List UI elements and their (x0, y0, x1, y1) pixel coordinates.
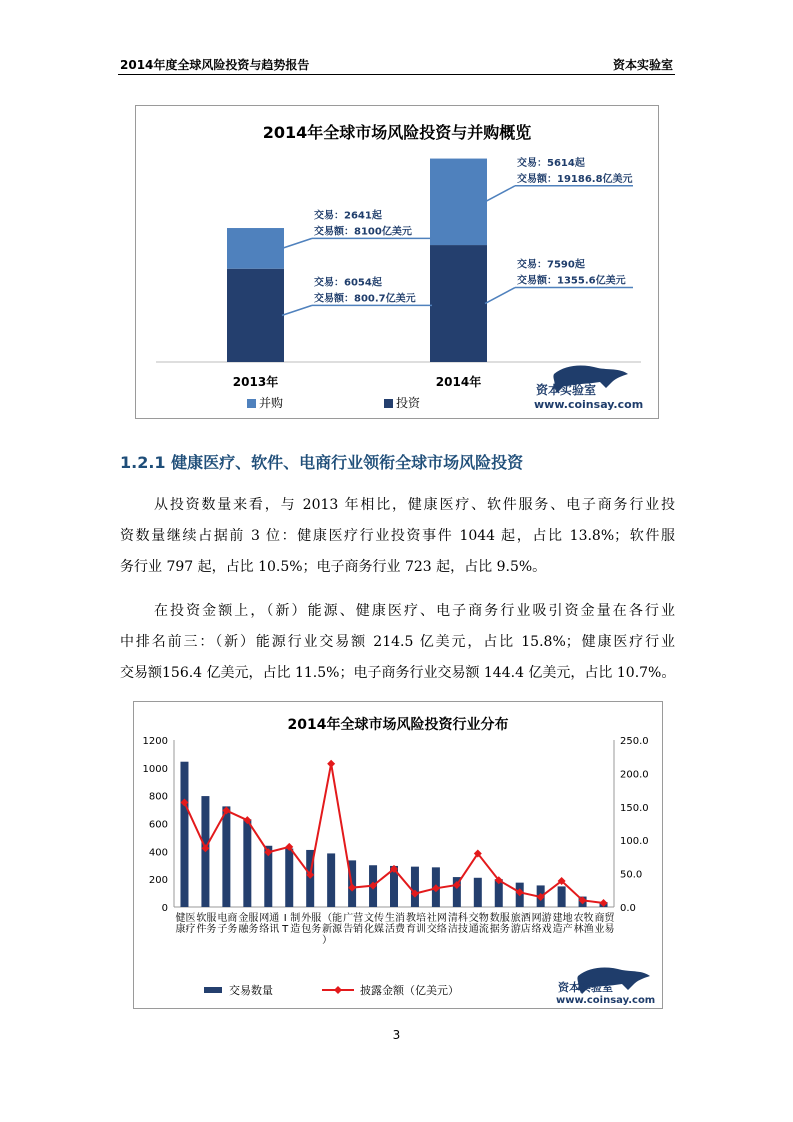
callout-deals: 交易：7590起 (517, 259, 585, 271)
callout-deals: 交易：2641起 (314, 210, 382, 222)
x-tick-label: 社交 (426, 913, 437, 935)
callout-leader (485, 288, 515, 304)
x-tick-label: 建造 (552, 913, 563, 935)
bar-deal-count (474, 878, 482, 907)
paragraph-2-line: 中排名前三：（新）能源行业交易额 214.5 亿美元，占比 15.8%；健康医疗行业 (120, 634, 675, 650)
paragraph-investment-count (120, 490, 675, 583)
y2-tick-label: 200.0 (620, 769, 649, 781)
x-tick-label: 物流 (478, 913, 489, 935)
bar-deal-count (285, 849, 293, 907)
x-tick-label: 网络 (259, 913, 270, 935)
x-tick-label: 科技 (457, 913, 468, 935)
paragraph-2-line: 在投资金额上，（新）能源、健康医疗、电子商务行业吸引资金量在各行业 (154, 603, 675, 619)
x-tick-label: 交通 (468, 913, 479, 935)
x-tick-label: 服务 (311, 913, 322, 935)
paragraph-1-line: 资数量继续占据前 3 位：健康医疗行业投资事件 1044 起，占比 13.8%；软件服 (120, 528, 675, 544)
y-tick-label: 600 (148, 819, 168, 831)
y-tick-label: 1200 (142, 736, 168, 747)
y2-tick-label: 0.0 (620, 903, 636, 914)
paragraph-investment-amount (120, 596, 675, 689)
x-tick-label: 商业 (594, 913, 605, 935)
legend-swatch-ma (247, 399, 256, 408)
x-tick-label: I T (282, 913, 289, 935)
x-tick-label: 贸易 (604, 913, 615, 935)
y2-tick-label: 50.0 (620, 869, 643, 881)
legend-swatch-vc (384, 399, 393, 408)
x-tick-label: 清洁 (447, 913, 458, 935)
x-tick-label: 软件 (196, 913, 207, 935)
legend-marker-amount (334, 986, 342, 994)
legend-label-ma: 并购 (259, 396, 284, 410)
x-tick-label: 服务 (206, 913, 217, 935)
callout-deals: 交易：6054起 (314, 277, 382, 289)
y-tick-label: 0 (161, 903, 168, 914)
coinsay-logo (556, 968, 655, 1006)
chart-1-svg (136, 106, 658, 418)
chart-1-legend (247, 395, 421, 410)
bar-ma (430, 159, 487, 245)
x-tick-label: 医疗 (185, 913, 196, 935)
x-tick-label: 电子 (217, 913, 228, 935)
x-tick-label: 旅游 (510, 913, 521, 935)
x-tick-label: 文化 (364, 913, 375, 935)
x-tick-label: 外包 (301, 913, 312, 935)
chart-2-svg (134, 702, 662, 1008)
callout-amount: 交易额：8100亿美元 (314, 226, 412, 238)
legend-label-vc: 投资 (396, 396, 421, 410)
bar-deal-count (558, 886, 566, 907)
logo-name: 资本实验室 (558, 981, 613, 994)
x-tick-label: 商务 (227, 913, 238, 935)
x-tick-label: 数据 (489, 913, 500, 935)
x-tick-label: 广告 (343, 913, 354, 935)
category-label: 2013年 (232, 375, 279, 389)
x-tick-label: 游戏 (541, 913, 552, 935)
bar-ma (227, 228, 284, 269)
callout-leader (282, 238, 312, 248)
x-tick-label: 通讯 (269, 913, 280, 935)
x-tick-label: 网络 (531, 913, 542, 935)
callout-leader (282, 305, 312, 315)
bar-deal-count (243, 819, 251, 907)
x-tick-label: 教育 (405, 913, 416, 935)
figure-industry-distribution (133, 701, 663, 1009)
y2-tick-label: 150.0 (620, 802, 649, 814)
y2-tick-label: 100.0 (620, 836, 649, 848)
line-point (327, 760, 335, 768)
y-tick-label: 800 (148, 791, 168, 803)
callout-amount: 交易额：1355.6亿美元 (517, 275, 626, 287)
x-tick-label: 农林 (573, 913, 584, 935)
paragraph-2-line: 交易额156.4 亿美元，占比 11.5%；电子商务行业交易额 144.4 亿美元，占比 10.7%。 (120, 665, 676, 681)
callout-amount: 交易额：800.7亿美元 (314, 293, 416, 305)
x-tick-label: 服务 (248, 913, 259, 935)
x-tick-label: 网络 (436, 913, 447, 935)
x-tick-label: 生活 (385, 913, 395, 935)
paragraph-1-line: 从投资数量来看，与 2013 年相比，健康医疗、软件服务、电子商务行业投 (154, 497, 675, 513)
bar-investment (430, 245, 487, 362)
header-rule (118, 74, 675, 75)
callout-leader (485, 186, 515, 202)
logo-url: www.coinsay.com (556, 995, 656, 1006)
callout-deals: 交易：5614起 (517, 157, 585, 169)
y-tick-label: 400 (148, 847, 168, 859)
x-tick-label: 消费 (395, 913, 405, 935)
x-tick-label: 营销 (353, 913, 364, 935)
x-tick-label: （新） (322, 913, 333, 946)
x-tick-label: 传媒 (374, 913, 385, 935)
x-tick-label: 酒店 (520, 913, 531, 935)
x-tick-label: 健康 (175, 913, 186, 935)
bar-deal-count (411, 867, 419, 907)
legend-label-count: 交易数量 (229, 984, 273, 997)
x-tick-label: 制造 (290, 913, 301, 935)
y-tick-label: 200 (148, 875, 168, 887)
legend-swatch-count (204, 987, 222, 993)
x-tick-label: 地产 (562, 913, 573, 935)
figure-investment-ma-overview (135, 105, 659, 419)
chart-1-title: 2014年全球市场风险投资与并购概览 (262, 123, 532, 142)
chart-2-legend (204, 983, 459, 997)
header-title: 2014年度全球风险投资与趋势报告 (120, 58, 310, 72)
category-label: 2014年 (435, 375, 482, 389)
bar-investment (227, 269, 284, 362)
x-tick-label: 金融 (238, 913, 249, 935)
x-tick-label: 牧渔 (583, 913, 594, 935)
y-tick-label: 1000 (142, 763, 168, 775)
paragraph-1-line: 务行业 797 起，占比 10.5%；电子商务行业 723 起，占比 9.5%。 (120, 559, 547, 575)
y2-tick-label: 250.0 (620, 736, 649, 747)
x-tick-label: 培训 (415, 913, 426, 935)
coinsay-logo (534, 366, 643, 411)
section-heading: 1.2.1 健康医疗、软件、电商行业领衔全球市场风险投资 (120, 453, 524, 472)
x-tick-label: 能源 (332, 913, 343, 935)
legend-label-amount: 披露金额（亿美元） (360, 984, 459, 997)
x-tick-label: 服务 (499, 913, 510, 935)
bar-deal-count (180, 762, 188, 907)
header-brand: 资本实验室 (612, 58, 673, 72)
logo-url: www.coinsay.com (534, 398, 644, 411)
bar-deal-count (222, 806, 230, 907)
page-number: 3 (392, 1028, 401, 1042)
chart-2-title: 2014年全球市场风险投资行业分布 (287, 717, 509, 733)
callout-amount: 交易额：19186.8亿美元 (517, 173, 633, 185)
bar-deal-count (327, 853, 335, 907)
logo-name: 资本实验室 (536, 383, 597, 397)
